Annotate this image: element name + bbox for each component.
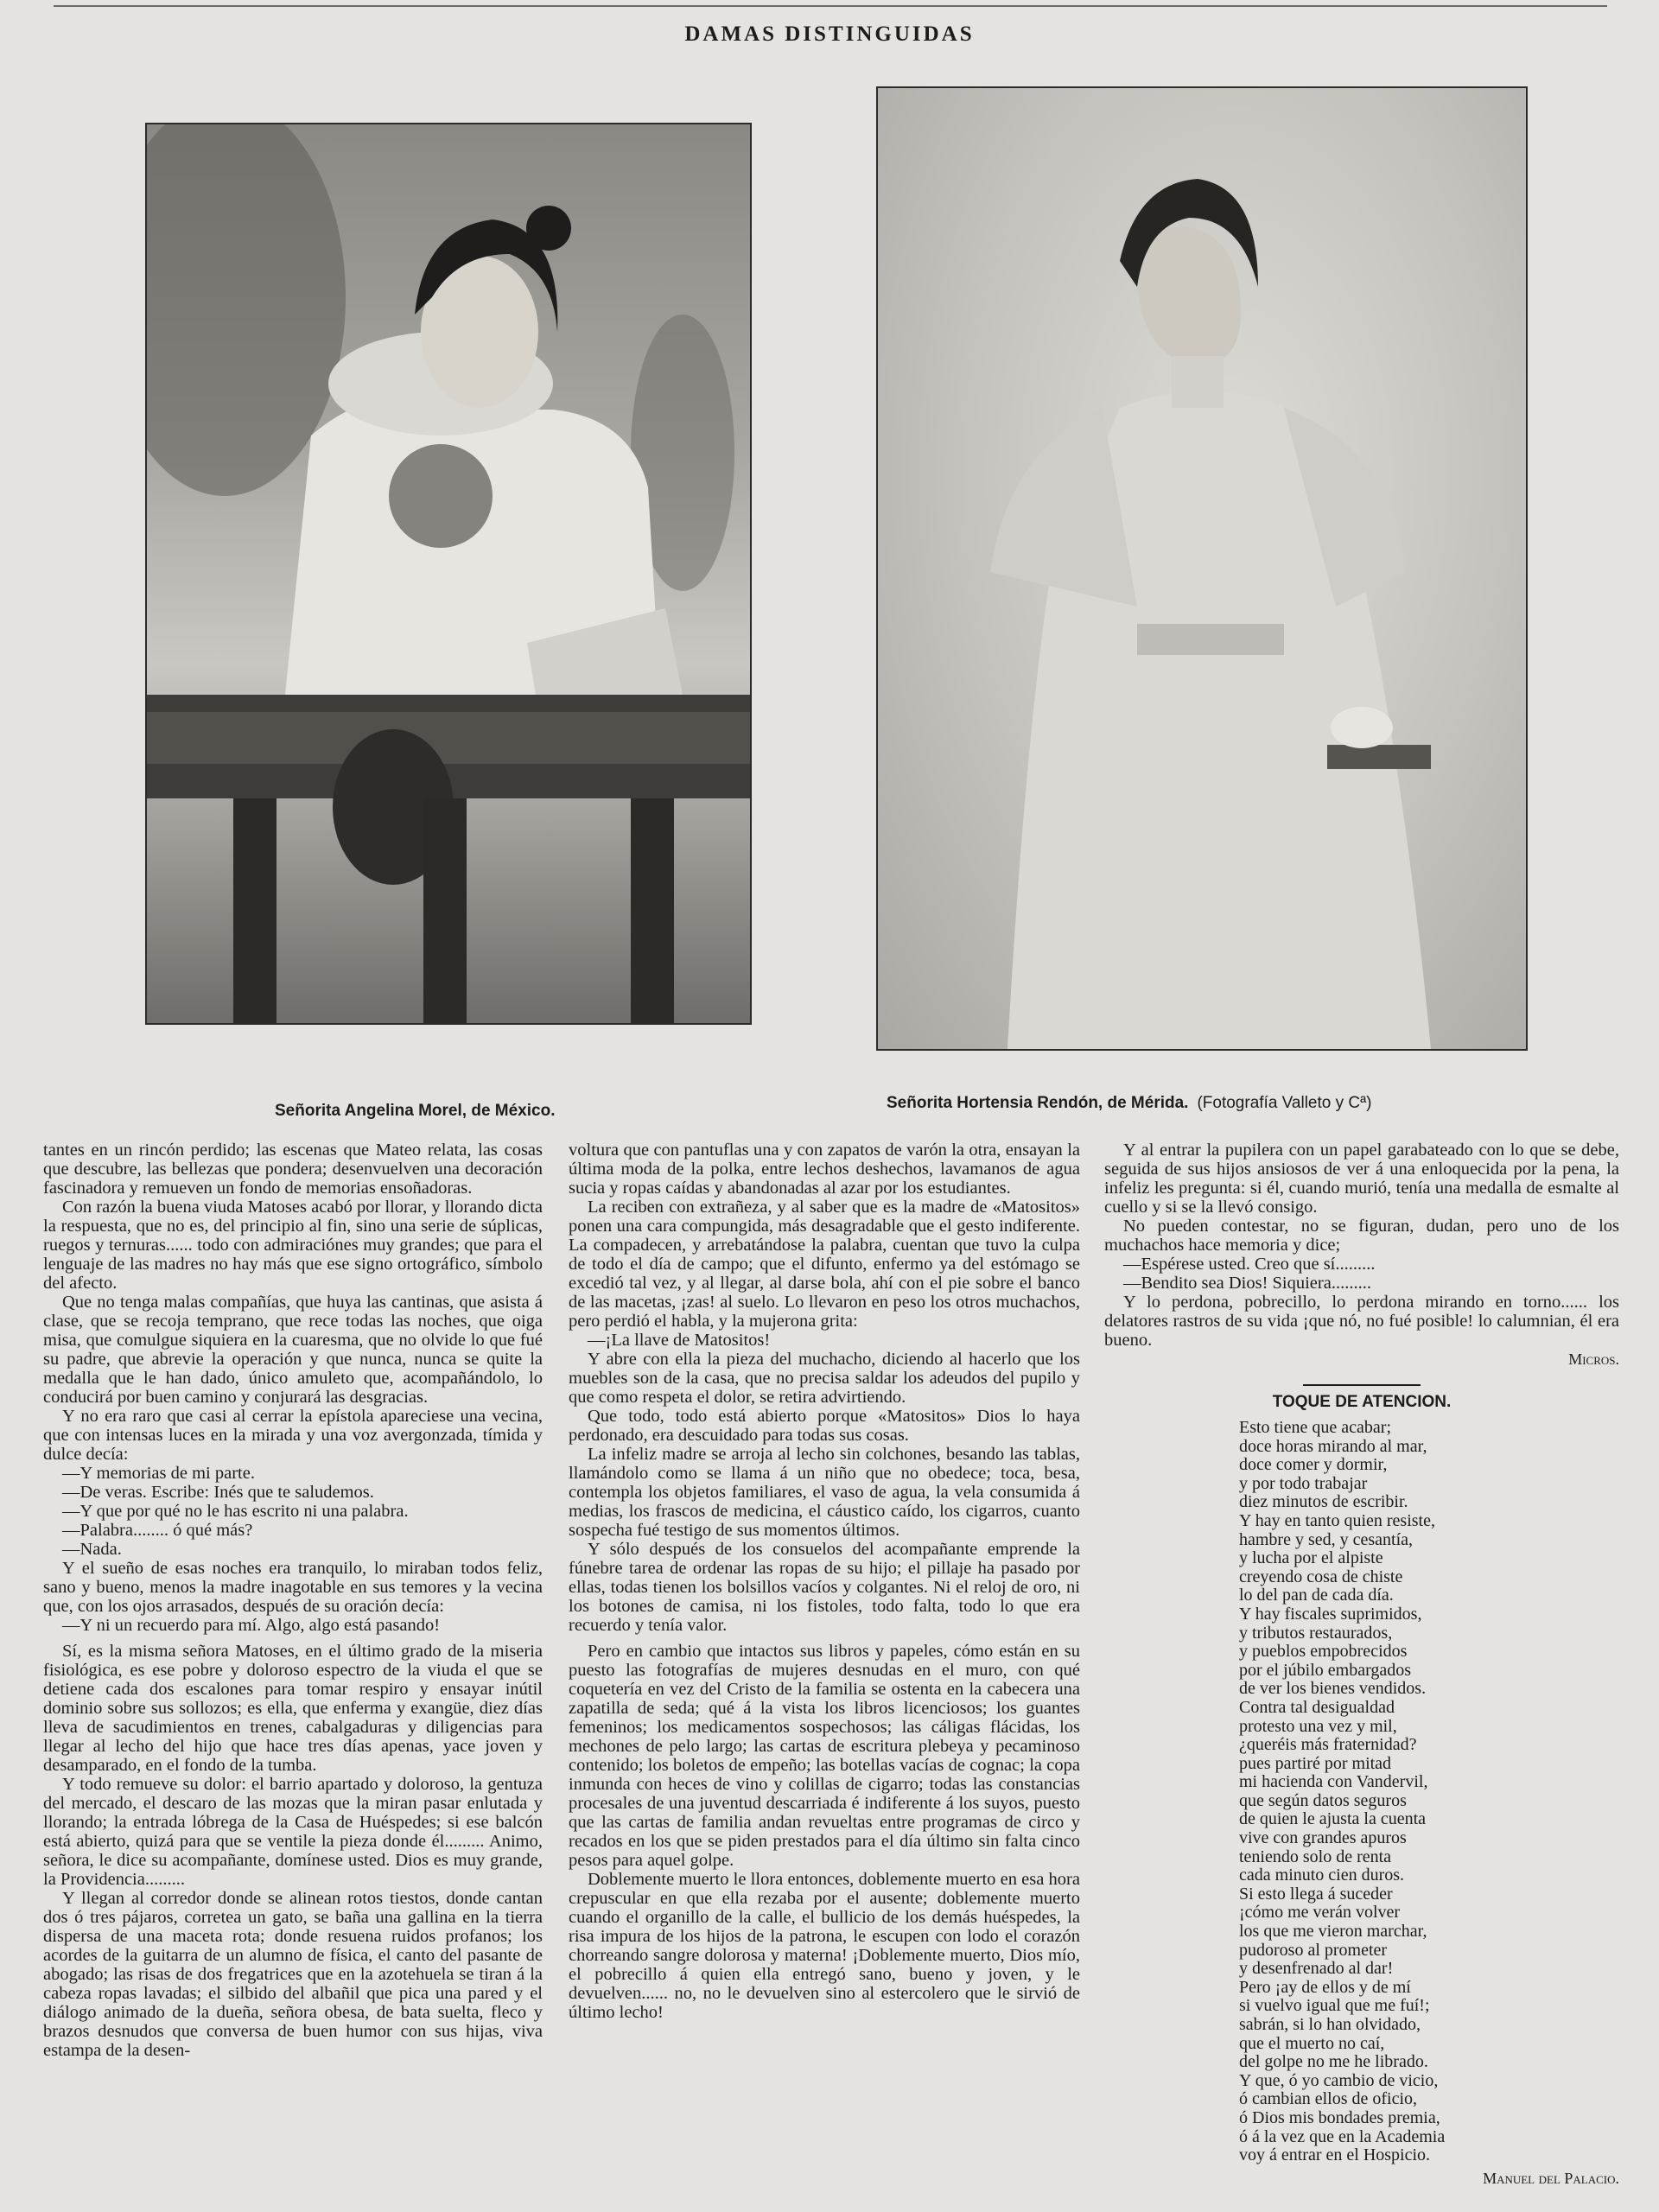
paragraph: tantes en un rincón perdido; las escenas que Mateo relata, las cosas que descubre, las bellezas que pondera; desenvuelven una decoración fascinadora y remueven un fondo de memorias ensoñadoras. (43, 1141, 543, 1198)
paragraph: La infeliz madre se arroja al lecho sin colchones, besando las tablas, llamándolo como se llama á un niño que no obedece; toca, besa, contempla los objetos familiares, el vaso de agua, la vela consumida á medias, los frascos de medicina, el cáustico caído, los cigarros, cuanto sospecha fué testigo de sus momentos últimos. (569, 1445, 1080, 1540)
dialogue-line: —Bendito sea Dios! Siquiera......... (1123, 1274, 1371, 1293)
poem-line: lo del pan de cada día. (1239, 1586, 1394, 1605)
paragraph: Sí, es la misma señora Matoses, en el último grado de la miseria fisiológica, es ese pobre y doloroso espectro de la viuda el que se detiene cada dos escalones para tomar respiro y ensayar inútil dominio sobre sus sollozos; es ella, que enferma y exangüe, diez días lleva de sacudimientos en trenes, cabalgaduras y diligencias para llegar al lecho del hijo que hace tres días apenas, yace joven y desamparado, en el fondo de la tumba. (43, 1642, 543, 1775)
poem-line: sabrán, si lo han olvidado, (1239, 2015, 1421, 2034)
poem-line: ¿queréis más fraternidad? (1239, 1735, 1417, 1755)
poem-line: hambre y sed, y cesantía, (1239, 1529, 1414, 1549)
photo-credit: (Fotografía Valleto y Cª) (1197, 1094, 1372, 1112)
poem-line: ó á la vez que en la Academia (1239, 2126, 1446, 2146)
paragraph: Doblemente muerto le llora entonces, doblemente muerto en esa hora crepuscular en que ella rezaba por el ausente; doblemente muerto cuando el organillo de la calle, el bullicio de los demás huéspedes, la risa impura de los hijos de la patrona, le escupen con lodo el corazón chorreando sangre dolorosa y materna! ¡Doblemente muerto, Dios mío, el pobrecillo á quien ella entregó sano, bueno y joven, y le devuelven...... no, no le devuelven sino al estercolero que le sirvió de último lecho! (569, 1870, 1080, 2022)
article-signature: Micros. (1568, 1351, 1619, 1368)
portrait-photo-angelina-morel (145, 123, 752, 1025)
paragraph: Que no tenga malas compañías, que huya las cantinas, que asista á clase, que se recoja temprano, que rece todas las noches, que oiga misa, que comulgue siquiera en la cuaresma, que no olvide lo que fué su padre, que abrevie la operación y que nunca, nunca se quite la medalla que le han dado, único amuleto que, acompañándolo, lo conducirá por buen camino y conjurará las desgracias. (43, 1293, 543, 1407)
poem-line: cada minuto cien duros. (1239, 1866, 1405, 1885)
dialogue-line: —De veras. Escribe: Inés que te saludemos. (62, 1483, 374, 1502)
dialogue-line: —Y que por qué no le has escrito ni una palabra. (62, 1502, 409, 1521)
poem-line: Contra tal desigualdad (1239, 1697, 1395, 1717)
paragraph: Y abre con ella la pieza del muchacho, diciendo al hacerlo que los muebles son de la casa, que no precisa saldar los adeudos del pupilo y que como respeta el dolor, se retira advirtiendo. (569, 1350, 1080, 1407)
poem-line: ¡cómo me verán volver (1239, 1903, 1401, 1923)
dialogue-line: —¡La llave de Matositos! (588, 1331, 771, 1350)
poem-line: voy á entrar en el Hospicio. (1239, 2145, 1431, 2165)
dialogue-line: —Espérese usted. Creo que sí......... (1123, 1255, 1376, 1274)
poem-line: si vuelvo igual que me fuí!; (1239, 1996, 1430, 2016)
poem-body (1239, 1419, 1619, 2165)
paragraph: Y el sueño de esas noches era tranquilo, lo miraban todos feliz, sano y bueno, menos la madre inagotable en sus temores y la vecina que, con los ojos arrasados, después de su oración decía: (43, 1559, 543, 1616)
dialogue-line: —Nada. (62, 1540, 122, 1559)
poem-title: TOQUE DE ATENCION. (1104, 1384, 1619, 1412)
poem-line: y lucha por el alpiste (1239, 1548, 1383, 1568)
paragraph: Con razón la buena viuda Matoses acabó por llorar, y llorando dicta la respuesta, que no es, del principio al fin, sino una serie de súplicas, ruegos y ternuras...... todo con admiraciónes muy grandes; que para el lenguaje de las madres no hay más que ese signo ortográfico, símbolo del afecto. (43, 1198, 543, 1293)
paragraph: Pero en cambio que intactos sus libros y papeles, cómo están en su puesto las fotografías de mujeres desnudas en el muro, con qué coquetería en vez del Cristo de la familia se ostenta en la cabecera una zapatilla de seda; qué á la vista los libros licenciosos; los guantes femeninos; los medicamentos sospechosos; las cáligas flácidas, los mechones de pelo largo; las cartas de escritura plebeya y pecaminoso contenido; los boletos de empeño; las botellas vacías de cognac; la copa inmunda con heces de vino y colillas de cigarro; todas las constancias procesales de una juventud descarriada é indiferente á los suyos, puesto que las cartas de familia andan revueltas entre programas de circo y recados en los que se piden prestados para el día último sin falta cinco pesos para aquel golpe. (569, 1642, 1080, 1870)
portrait-illustration (147, 124, 750, 1023)
poem-line: y desenfrenado al dar! (1239, 1959, 1394, 1979)
poem-line: que el muerto no caí, (1239, 2033, 1385, 2053)
poem-line: creyendo cosa de chiste (1239, 1567, 1403, 1586)
poem-line: del golpe no me he librado. (1239, 2052, 1428, 2072)
poem-line: diez minutos de escribir. (1239, 1492, 1408, 1512)
poem-line: Si esto llega á suceder (1239, 1884, 1393, 1904)
poem-line: vive con grandes apuros (1239, 1828, 1407, 1848)
poem-line: pudoroso al prometer (1239, 1940, 1388, 1960)
article-column-2 (569, 1141, 1080, 2199)
poem-line: protesto una vez y mil, (1239, 1716, 1397, 1736)
paragraph: Y no era raro que casi al cerrar la epístola apareciese una vecina, que con intensas luces en la mirada y una voz avergonzada, tímida y dulce decía: (43, 1407, 543, 1464)
paragraph: Y todo remueve su dolor: el barrio apartado y doloroso, la gentuza del mercado, el descaro de las mozas que la miran pasar enlutada y llorando; la entrada lóbrega de la Casa de Huéspedes; si ese balcón está abierto, quizá para que se ventile la pieza donde él......... Animo, señora, le dice su acompañante, domínese usted. Dios es muy grande, la Providencia......... (43, 1775, 543, 1889)
poem-line: ó Dios mis bondades premia, (1239, 2107, 1440, 2127)
portrait-photo-hortensia-rendon (876, 86, 1528, 1051)
poem-line: Y hay en tanto quien resiste, (1239, 1510, 1435, 1530)
paragraph: voltura que con pantuflas una y con zapatos de varón la otra, ensayan la última moda de la polka, entre lechos deshechos, lavamanos de agua sucia y ropas caídas y abandonadas al azar por los estudiantes. (569, 1141, 1080, 1198)
poem-line: ó cambian ellos de oficio, (1239, 2089, 1418, 2109)
poem-line: los que me vieron marchar, (1239, 1922, 1427, 1942)
poem-line: Pero ¡ay de ellos y de mí (1239, 1977, 1411, 1997)
photo-caption-left: Señorita Angelina Morel, de México. (275, 1102, 556, 1120)
article-column-3 (1104, 1141, 1619, 2203)
poem-line: Y hay fiscales suprimidos, (1239, 1604, 1422, 1624)
poem-line: y por todo trabajar (1239, 1473, 1368, 1493)
page-title: DAMAS DISTINGUIDAS (684, 22, 975, 46)
dialogue-line: —Y memorias de mi parte. (62, 1464, 255, 1483)
poem-line: por el júbilo embargados (1239, 1660, 1412, 1680)
paragraph: Y sólo después de los consuelos del acompañante emprende la fúnebre tarea de ordenar las ropas de su hijo; el pillaje ha pasado por ellas, todas tienen los bolsillos vacíos y colgantes. Ni el reloj de oro, ni los botones de camisa, ni los fistoles, todo falta, todo lo que era recuerdo y tenía valor. (569, 1540, 1080, 1635)
top-rule (54, 0, 1607, 7)
dialogue-line: —Y ni un recuerdo para mí. Algo, algo está pasando! (62, 1616, 441, 1635)
poem-line: de ver los bienes vendidos. (1239, 1679, 1427, 1699)
poem-line: que según datos seguros (1239, 1790, 1407, 1810)
poem-line: y tributos restaurados, (1239, 1623, 1393, 1643)
photo-caption-right-name: Señorita Hortensia Rendón, de Mérida. (887, 1094, 1189, 1112)
poem-line: teniendo solo de renta (1239, 1847, 1392, 1866)
paragraph: La reciben con extrañeza, y al saber que es la madre de «Matositos» ponen una cara compungida, más desagradable que el gesto indiferente. La compadecen, y arrebatándose la palabra, cuentan que tuvo la culpa de todo el día de campo; que el difunto, enfermo ya del estómago se excedió tal vez, y al llegar, al darse bola, ahí con el pie sobre el banco de las macetas, ¡zas! al suelo. Lo llevaron en peso los otros muchachos, pero perdió el habla, y la mujerona grita: (569, 1198, 1080, 1331)
paragraph: Y llegan al corredor donde se alinean rotos tiestos, donde cantan dos ó tres pájaros, corretea un gato, se baña una gallina en la tierra dispersa de una maceta rota; donde resuena ruidos profanos; los acordes de la guitarra de un alumno de física, el canto del pasante de abogado; las risas de dos fregatrices que en la azotehuela se tiran á la cabeza ropas lavadas; el silbido del albañil que pica una pared y el diálogo animado de la dueña, señora obesa, de bata suelta, fleco y brazos desnudos que conversa de buen humor con sus hijas, viva estampa de la desen- (43, 1889, 543, 2060)
paragraph: Y al entrar la pupilera con un papel garabateado con lo que se debe, seguida de sus hijos ansiosos de ver á una enloquecida por la pena, la infeliz les pregunta: si él, cuando murió, tenía una medalla de esmalte al cuello y si se la llevó consigo. (1104, 1141, 1619, 1217)
poem-line: pues partiré por mitad (1239, 1753, 1392, 1773)
portrait-illustration (878, 88, 1526, 1049)
paragraph: Y lo perdona, pobrecillo, lo perdona mirando en torno...... los delatores rastros de su vida ¡que nó, no fué posible! lo calumnian, él era bueno. (1104, 1293, 1619, 1350)
poem-line: y pueblos empobrecidos (1239, 1642, 1408, 1662)
poem-line: doce comer y dormir, (1239, 1455, 1388, 1475)
dialogue-line: —Palabra........ ó qué más? (62, 1521, 253, 1540)
poem-line: mi hacienda con Vandervil, (1239, 1772, 1428, 1792)
poem-line: doce horas mirando al mar, (1239, 1436, 1427, 1456)
photo-caption-right (887, 1094, 1372, 1113)
paragraph: Que todo, todo está abierto porque «Matositos» Dios lo haya perdonado, era descuidado para todas sus cosas. (569, 1407, 1080, 1445)
paragraph: No pueden contestar, no se figuran, dudan, pero uno de los muchachos hace memoria y dice; (1104, 1217, 1619, 1255)
poem-line: Esto tiene que acabar; (1239, 1418, 1392, 1437)
article-column-1 (43, 1141, 543, 2199)
poem-line: de quien le ajusta la cuenta (1239, 1809, 1427, 1829)
poem-signature: Manuel del Palacio. (1483, 2169, 1619, 2187)
poem-line: Y que, ó yo cambio de vicio, (1239, 2070, 1439, 2090)
